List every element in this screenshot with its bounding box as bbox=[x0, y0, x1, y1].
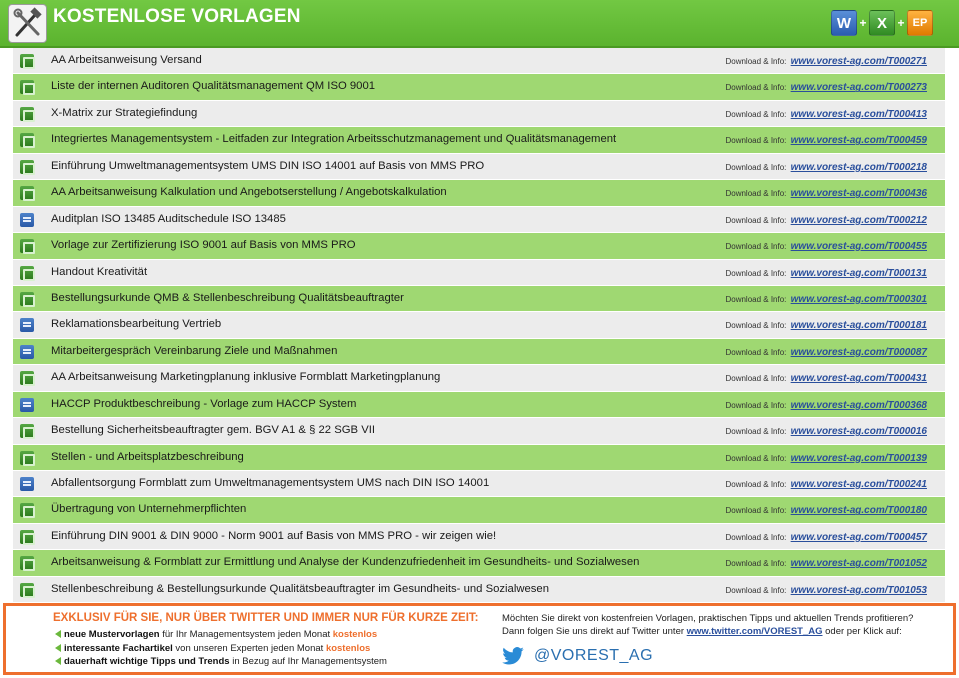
arrow-icon bbox=[55, 630, 61, 638]
download-info-label: Download & Info: bbox=[725, 559, 787, 569]
download-link[interactable]: www.vorest-ag.com/T000212 bbox=[790, 214, 927, 226]
download-info-label: Download & Info: bbox=[725, 532, 787, 542]
download-info-label: Download & Info: bbox=[725, 506, 787, 516]
download-info-label: Download & Info: bbox=[725, 57, 787, 66]
excel-file-icon bbox=[20, 107, 34, 121]
template-name: Einführung Umweltmanagementsystem UMS DIN ISO 14001 auf Basis von MMS PRO bbox=[51, 159, 485, 172]
table-row[interactable] bbox=[13, 312, 945, 338]
table-row[interactable] bbox=[13, 471, 945, 497]
template-name: Abfallentsorgung Formblatt zum Umweltmanagementsystem UMS nach DIN ISO 14001 bbox=[51, 477, 490, 489]
download-info-label: Download & Info: bbox=[725, 400, 787, 410]
download-info bbox=[725, 347, 927, 358]
twitter-line-2-post: oder per Klick auf: bbox=[822, 625, 902, 637]
download-info-label: Download & Info: bbox=[725, 215, 787, 225]
excel-file-icon bbox=[20, 424, 34, 438]
download-info bbox=[725, 294, 927, 305]
excel-file-icon bbox=[20, 556, 34, 570]
app-icons bbox=[831, 9, 933, 37]
table-row[interactable] bbox=[13, 74, 945, 100]
plus-sign: + bbox=[897, 16, 905, 30]
template-list bbox=[13, 48, 945, 603]
template-name: Einführung DIN 9001 & DIN 9000 - Norm 9001 auf Basis von MMS PRO - wir zeigen wie! bbox=[51, 529, 497, 542]
download-info bbox=[725, 532, 927, 543]
download-info bbox=[725, 426, 927, 437]
word-file-icon bbox=[20, 213, 34, 227]
table-row[interactable] bbox=[13, 127, 945, 153]
table-row[interactable] bbox=[13, 445, 945, 471]
download-link[interactable]: www.vorest-ag.com/T000413 bbox=[790, 108, 927, 120]
plus-sign: + bbox=[859, 16, 867, 30]
word-file-icon bbox=[20, 318, 34, 332]
download-info-label: Download & Info: bbox=[725, 427, 787, 437]
download-info-label: Download & Info: bbox=[725, 374, 787, 384]
excel-file-icon bbox=[20, 80, 34, 94]
download-info bbox=[725, 268, 927, 279]
download-link[interactable]: www.vorest-ag.com/T000431 bbox=[790, 373, 927, 385]
download-info-label: Download & Info: bbox=[725, 268, 787, 278]
template-name: Reklamationsbearbeitung Vertrieb bbox=[51, 318, 222, 331]
template-name: Auditplan ISO 13485 Auditschedule ISO 13485 bbox=[51, 212, 286, 225]
table-row[interactable] bbox=[13, 286, 945, 312]
twitter-url-link[interactable]: www.twitter.com/VOREST_AG bbox=[686, 625, 823, 637]
twitter-handle: @VOREST_AG bbox=[534, 647, 654, 664]
table-row[interactable] bbox=[13, 550, 945, 576]
download-info bbox=[725, 558, 927, 569]
download-link[interactable]: www.vorest-ag.com/T000301 bbox=[790, 293, 927, 305]
template-name: Bestellung Sicherheitsbeauftragter gem. BGV A1 & § 22 SGB VII bbox=[51, 424, 376, 437]
promo-bullet bbox=[55, 655, 387, 669]
excel-file-icon bbox=[20, 266, 34, 280]
download-link[interactable]: www.vorest-ag.com/T000241 bbox=[790, 479, 927, 490]
download-link[interactable]: www.vorest-ag.com/T000218 bbox=[790, 161, 927, 173]
download-info-label: Download & Info: bbox=[725, 242, 787, 252]
download-info bbox=[725, 479, 927, 490]
table-row[interactable] bbox=[13, 180, 945, 206]
download-link[interactable]: www.vorest-ag.com/T000087 bbox=[790, 346, 927, 358]
table-row[interactable] bbox=[13, 207, 945, 233]
download-info-label: Download & Info: bbox=[725, 83, 787, 93]
download-info bbox=[725, 82, 927, 93]
excel-file-icon bbox=[20, 133, 34, 147]
download-info-label: Download & Info: bbox=[725, 585, 787, 595]
excel-file-icon bbox=[20, 503, 34, 517]
download-link[interactable]: www.vorest-ag.com/T001052 bbox=[790, 558, 927, 570]
template-name: Mitarbeitergespräch Vereinbarung Ziele und Maßnahmen bbox=[51, 344, 338, 357]
download-info bbox=[725, 241, 927, 252]
promo-bullet bbox=[55, 642, 387, 656]
download-link[interactable]: www.vorest-ag.com/T000436 bbox=[790, 188, 927, 200]
template-name: Arbeitsanweisung & Formblatt zur Ermittlung und Analyse der Kundenzufriedenheit im Gesundheits- und Sozialwesen bbox=[51, 556, 640, 569]
download-info-label: Download & Info: bbox=[725, 453, 787, 463]
word-file-icon bbox=[20, 398, 34, 412]
template-name: HACCP Produktbeschreibung - Vorlage zum HACCP System bbox=[51, 397, 357, 410]
download-info bbox=[725, 188, 927, 199]
bullet-text: in Bezug auf Ihr Managementsystem bbox=[229, 656, 387, 667]
word-file-icon bbox=[20, 345, 34, 359]
download-info-label: Download & Info: bbox=[725, 136, 787, 146]
promo-bullet bbox=[55, 628, 387, 642]
download-info bbox=[725, 162, 927, 173]
download-link[interactable]: www.vorest-ag.com/T000016 bbox=[790, 426, 927, 438]
twitter-bird-icon bbox=[502, 647, 524, 665]
table-row[interactable] bbox=[13, 524, 945, 550]
excel-file-icon bbox=[20, 292, 34, 306]
download-info bbox=[725, 109, 927, 120]
page-title: KOSTENLOSE VORLAGEN bbox=[53, 6, 301, 27]
excel-file-icon bbox=[20, 583, 34, 597]
bullet-text: für Ihr Managementsystem jeden Monat bbox=[159, 629, 333, 640]
template-name: Vorlage zur Zertifizierung ISO 9001 auf Basis von MMS PRO bbox=[51, 239, 356, 252]
header-bar bbox=[0, 0, 959, 48]
table-row[interactable] bbox=[13, 418, 945, 444]
excel-icon: X bbox=[869, 10, 895, 36]
excel-file-icon bbox=[20, 186, 34, 200]
download-link[interactable]: www.vorest-ag.com/T000457 bbox=[790, 531, 927, 543]
download-link[interactable]: www.vorest-ag.com/T001053 bbox=[790, 584, 927, 596]
twitter-line-2-pre: Dann folgen Sie uns direkt auf Twitter unter bbox=[502, 625, 687, 637]
arrow-icon bbox=[55, 644, 61, 652]
template-name: X-Matrix zur Strategiefindung bbox=[51, 106, 198, 119]
download-info-label: Download & Info: bbox=[725, 347, 787, 357]
bullet-highlight: kostenlos bbox=[325, 642, 371, 654]
table-row[interactable] bbox=[13, 48, 945, 74]
download-info-label: Download & Info: bbox=[725, 162, 787, 172]
template-name: Liste der internen Auditoren Qualitätsmanagement QM ISO 9001 bbox=[51, 80, 376, 93]
table-row[interactable] bbox=[13, 497, 945, 523]
excel-file-icon bbox=[20, 371, 34, 385]
download-link[interactable]: www.vorest-ag.com/T000459 bbox=[790, 135, 927, 147]
arrow-icon bbox=[55, 657, 61, 665]
download-link[interactable]: www.vorest-ag.com/T000271 bbox=[790, 56, 927, 67]
table-row[interactable] bbox=[13, 577, 945, 603]
excel-file-icon bbox=[20, 451, 34, 465]
table-row[interactable] bbox=[13, 233, 945, 259]
download-info-label: Download & Info: bbox=[725, 321, 787, 331]
bullet-bold: dauerhaft wichtige Tipps und Trends bbox=[64, 656, 230, 667]
table-row[interactable] bbox=[13, 101, 945, 127]
download-info bbox=[725, 585, 927, 596]
promo-bullets bbox=[55, 628, 387, 669]
easyprojects-icon: EP bbox=[907, 10, 933, 36]
template-name: AA Arbeitsanweisung Kalkulation und Angebotserstellung / Angebotskalkulation bbox=[51, 186, 447, 199]
bullet-highlight: kostenlos bbox=[332, 629, 378, 640]
download-link[interactable]: www.vorest-ag.com/T000181 bbox=[790, 320, 927, 332]
excel-file-icon bbox=[20, 160, 34, 174]
download-info bbox=[725, 56, 927, 67]
template-name: AA Arbeitsanweisung Versand bbox=[51, 54, 202, 66]
template-name: Stellenbeschreibung & Bestellungsurkunde Qualitätsbeauftragter im Gesundheits- und Sozialwesen bbox=[51, 582, 549, 595]
twitter-line-1: Möchten Sie direkt von kostenfreien Vorlagen, praktischen Tipps und aktuellen Trends profitieren? bbox=[502, 613, 914, 624]
download-link[interactable]: www.vorest-ag.com/T000139 bbox=[790, 452, 927, 464]
table-row[interactable] bbox=[13, 154, 945, 180]
bullet-text: von unseren Experten jeden Monat bbox=[172, 642, 326, 654]
download-info bbox=[725, 373, 927, 384]
promo-title: EXKLUSIV FÜR SIE, NUR ÜBER TWITTER UND IMMER NUR FÜR KURZE ZEIT: bbox=[53, 612, 479, 624]
download-link[interactable]: www.vorest-ag.com/T000455 bbox=[790, 241, 927, 253]
twitter-promo-box bbox=[3, 603, 956, 675]
table-row[interactable] bbox=[13, 365, 945, 391]
download-info bbox=[725, 453, 927, 464]
twitter-follow-button[interactable] bbox=[502, 647, 653, 665]
template-name: Integriertes Managementsystem - Leitfaden zur Integration Arbeitsschutzmanagement und Qualitätsmanagement bbox=[51, 133, 617, 146]
template-name: Stellen - und Arbeitsplatzbeschreibung bbox=[51, 450, 244, 463]
download-info-label: Download & Info: bbox=[725, 480, 787, 489]
download-link[interactable]: www.vorest-ag.com/T000180 bbox=[790, 505, 927, 517]
download-info bbox=[725, 320, 927, 331]
download-info bbox=[725, 215, 927, 226]
word-icon: W bbox=[831, 10, 857, 36]
excel-file-icon bbox=[20, 239, 34, 253]
download-link[interactable]: www.vorest-ag.com/T000368 bbox=[790, 399, 927, 411]
table-row[interactable] bbox=[13, 339, 945, 365]
twitter-line-2 bbox=[502, 626, 913, 639]
twitter-text bbox=[502, 613, 913, 638]
download-link[interactable]: www.vorest-ag.com/T000273 bbox=[790, 82, 927, 94]
table-row[interactable] bbox=[13, 392, 945, 418]
download-info bbox=[725, 505, 927, 516]
download-info-label: Download & Info: bbox=[725, 109, 787, 119]
template-name: Handout Kreativität bbox=[51, 265, 148, 278]
download-info-label: Download & Info: bbox=[725, 189, 787, 199]
excel-file-icon bbox=[20, 530, 34, 544]
template-name: Übertragung von Unternehmerpflichten bbox=[51, 503, 247, 516]
tools-logo-icon bbox=[8, 4, 47, 43]
download-link[interactable]: www.vorest-ag.com/T000131 bbox=[790, 267, 927, 279]
download-info bbox=[725, 400, 927, 411]
bullet-bold: interessante Fachartikel bbox=[64, 642, 173, 654]
download-info-label: Download & Info: bbox=[725, 294, 787, 304]
template-name: Bestellungsurkunde QMB & Stellenbeschreibung Qualitätsbeauftragter bbox=[51, 291, 404, 304]
download-info bbox=[725, 135, 927, 146]
template-name: AA Arbeitsanweisung Marketingplanung inklusive Formblatt Marketingplanung bbox=[51, 371, 441, 384]
word-file-icon bbox=[20, 477, 34, 491]
bullet-bold: neue Mustervorlagen bbox=[64, 629, 160, 640]
table-row[interactable] bbox=[13, 260, 945, 286]
excel-file-icon bbox=[20, 54, 34, 68]
